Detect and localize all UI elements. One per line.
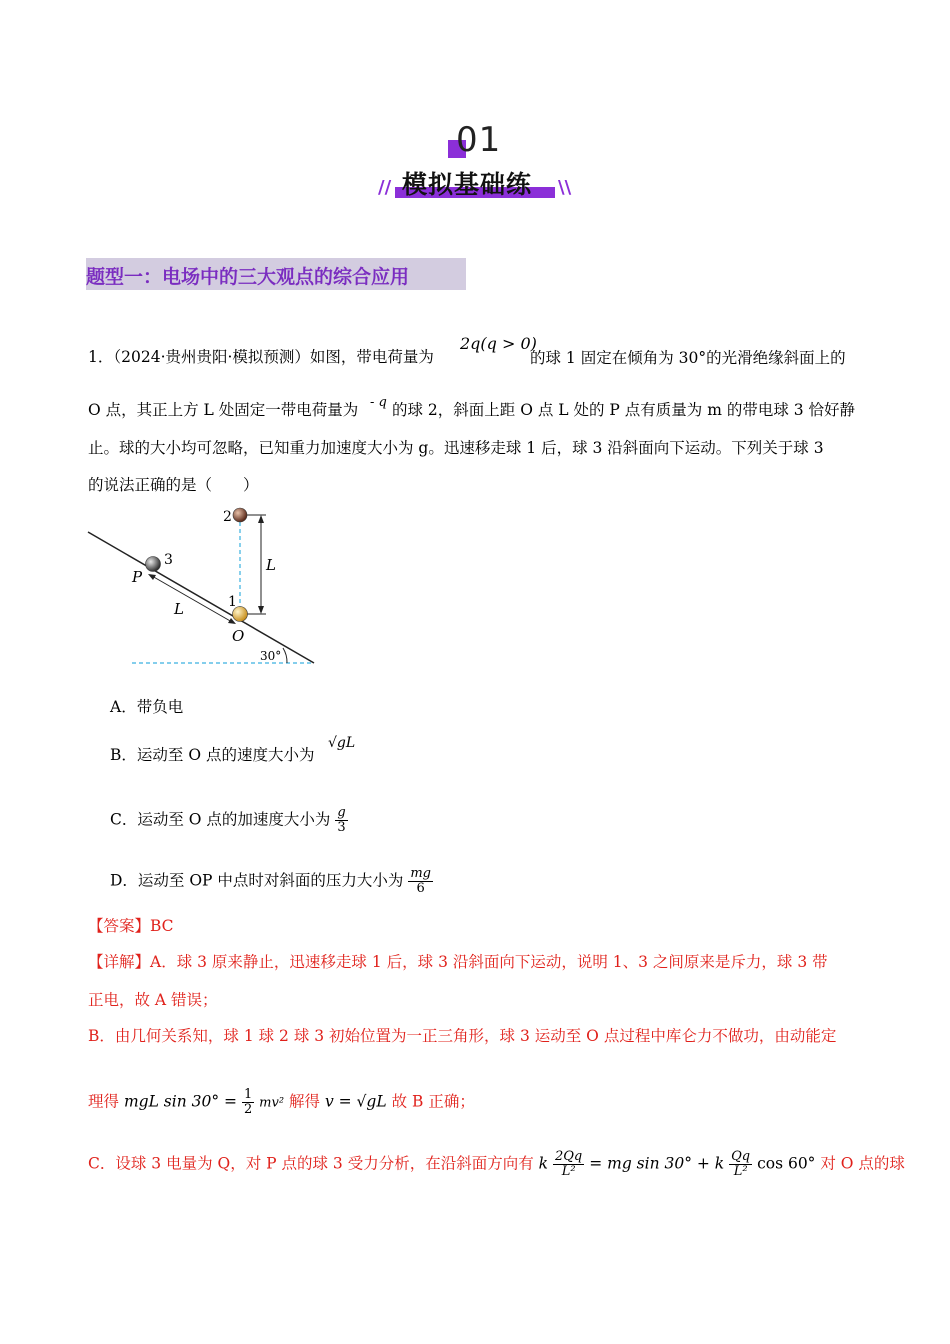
detail-B-line-1: B．由几何关系知，球 1 球 2 球 3 初始位置为一正三角形，球 3 运动至 O 点过程中库仑力不做功，由动能定 bbox=[88, 1027, 837, 1045]
question-number: 1． bbox=[88, 348, 114, 366]
decor-slash-left: // bbox=[378, 177, 392, 198]
slope-L-arrow bbox=[152, 576, 232, 622]
detail-A-line-2: 正电，故 A 错误； bbox=[88, 991, 218, 1009]
option-B-text: B．运动至 O 点的速度大小为 bbox=[110, 746, 315, 764]
ball-2 bbox=[233, 508, 247, 522]
section-number: 01 bbox=[456, 120, 502, 160]
question-line-3: 止。球的大小均可忽略，已知重力加速度大小为 g。迅速移走球 1 后，球 3 沿斜面向下运动。下列关于球 3 bbox=[88, 439, 824, 457]
answer-label: 【答案】BC bbox=[88, 917, 174, 935]
option-C bbox=[110, 806, 348, 835]
option-C-fraction: $\frac{g}{3}$ bbox=[337, 805, 346, 835]
incline-diagram bbox=[80, 500, 340, 675]
detail-C-line bbox=[88, 1150, 905, 1179]
ball-3 bbox=[146, 557, 161, 572]
label-O: O bbox=[232, 627, 245, 645]
detail-C-cos: cos 60° bbox=[757, 1154, 816, 1173]
label-ball-1: 1 bbox=[228, 594, 237, 610]
option-D-text: D．运动至 OP 中点时对斜面的压力大小为 bbox=[110, 871, 404, 890]
label-L-slope: L bbox=[174, 600, 184, 618]
label-ball-3: 3 bbox=[164, 552, 173, 568]
arrow-head-down bbox=[258, 606, 264, 614]
detail-B-v: v = √gL bbox=[324, 1092, 387, 1111]
page-title: 模拟基础练 bbox=[402, 170, 533, 199]
question-line-1 bbox=[88, 347, 434, 367]
label-ball-2: 2 bbox=[223, 509, 232, 525]
decor-slash-right: \\ bbox=[558, 177, 572, 198]
detail-B-prefix: 理得 bbox=[88, 1092, 120, 1111]
detail-C-mid: = mg sin 30° + k bbox=[589, 1154, 725, 1173]
option-B-sqrt: √gL bbox=[328, 735, 356, 751]
option-B bbox=[110, 745, 314, 765]
detail-C-end: 对 O 点的球 bbox=[820, 1154, 905, 1173]
label-angle: 30° bbox=[260, 649, 282, 663]
question-line-2 bbox=[88, 400, 358, 420]
detail-C-frac-2: $\frac{Qq}{\text{L²}}$ bbox=[731, 1149, 751, 1179]
detail-B-end: 故 B 正确； bbox=[391, 1092, 475, 1111]
detail-B-mid: 解得 bbox=[289, 1092, 321, 1111]
detail-B-line-2 bbox=[88, 1088, 475, 1117]
detail-C-prefix: C．设球 3 电量为 Q，对 P 点的球 3 受力分析，在沿斜面方向有 bbox=[88, 1154, 534, 1173]
detail-C-frac-1: $\frac{2Qq}{\text{L²}}$ bbox=[555, 1149, 583, 1179]
slope-arrow-head-up bbox=[148, 574, 156, 580]
question-line-2-rest: 的球 2，斜面上距 O 点 L 处的 P 点有质量为 m 的带电球 3 恰好静 bbox=[392, 401, 856, 419]
detail-B-mv: mv² bbox=[259, 1095, 285, 1111]
charge-minus-q: - q bbox=[370, 395, 387, 410]
option-A: A．带负电 bbox=[110, 698, 184, 716]
detail-A-text: A．球 3 原来静止，迅速移走球 1 后，球 3 沿斜面向下运动，说明 1、3 之间原来是斥力，球 3 带 bbox=[150, 953, 828, 971]
label-L-vertical: L bbox=[266, 556, 276, 574]
question-line-2-a: O 点，其正上方 L 处固定一带电荷量为 bbox=[88, 401, 359, 419]
angle-arc bbox=[283, 648, 287, 663]
question-source: （2024·贵州贵阳·模拟预测）如图，带电荷量为 bbox=[113, 348, 434, 366]
option-C-text: C．运动至 O 点的加速度大小为 bbox=[110, 810, 331, 829]
detail-B-half: $\frac{1}{2}$ bbox=[243, 1087, 253, 1117]
charge-expression: 2q(q > 0) bbox=[460, 334, 537, 353]
question-line-4: 的说法正确的是（ ） bbox=[88, 476, 259, 494]
question-line-1-rest: 的球 1 固定在倾角为 30°的光滑绝缘斜面上的 bbox=[530, 349, 846, 367]
detail-B-eq: mgL sin 30° = bbox=[123, 1092, 238, 1111]
detail-label: 【详解】 bbox=[88, 953, 151, 971]
detail-C-k: k bbox=[538, 1154, 549, 1173]
arrow-head-up bbox=[258, 515, 264, 523]
section-title: 题型一：电场中的三大观点的综合应用 bbox=[86, 266, 410, 288]
label-P: P bbox=[132, 568, 143, 586]
incline-line bbox=[88, 532, 314, 663]
option-D bbox=[110, 867, 433, 896]
detail-A-line-1 bbox=[88, 952, 828, 972]
option-D-fraction: $\frac{mg}{6}$ bbox=[410, 866, 432, 896]
